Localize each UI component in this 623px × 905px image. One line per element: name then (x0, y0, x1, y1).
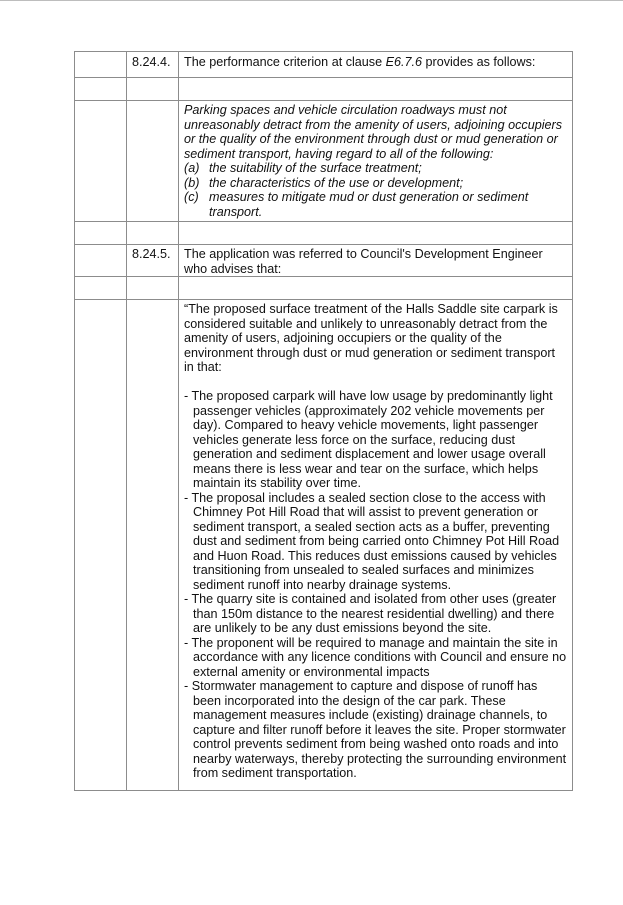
advice-intro: “The proposed surface treatment of the Halls Saddle site carpark is considered suitable and unlikely to unreasonably detract from the amenity of users, adjoining occupiers or the quality of the environment through dust or mud generation or sediment transport in that: (184, 302, 558, 374)
paragraph-number: 8.24.5. (127, 245, 179, 277)
criterion-item: (b) the characteristics of the use or development; (184, 175, 464, 190)
margin-cell (75, 52, 127, 78)
intro-suffix: provides as follows: (422, 55, 536, 69)
page-top-border (0, 0, 623, 1)
margin-cell (75, 101, 127, 222)
number-cell (127, 300, 179, 791)
advice-bullet: - The proposed carpark will have low usage by predominantly light passenger vehicles (approximately 202 vehicle movements per day). Compared to heavy vehicle movements, light passenger vehicles generate less force on the surface, reducing dust generation and sediment displacement and lower usage overall means there is less wear and tear on the surface, which helps maintain its stability over time. (184, 389, 553, 490)
paragraph-text (179, 52, 573, 78)
clause-reference: E6.7.6 (385, 55, 423, 69)
engineer-advice (179, 300, 573, 791)
margin-cell (75, 245, 127, 277)
table-row (75, 245, 573, 277)
table-row (75, 52, 573, 78)
criterion-item: (c) measures to mitigate mud or dust generation or sediment transport. (184, 190, 529, 219)
advice-bullet: - Stormwater management to capture and dispose of runoff has been incorporated into the design of the car park. These management measures include (existing) drainage channels, to capture and filter runoff before it leaves the site. Proper stormwater control prevents sediment from being washed onto roads and into nearby waterways, thereby protecting the surrounding environment from sediment transportation. (184, 679, 567, 780)
advice-bullet: - The quarry site is contained and isolated from other uses (greater than 150m distance to the nearest residential dwelling) and there are unlikely to be any dust emissions beyond the site. (184, 592, 557, 635)
table-row (75, 300, 573, 791)
criterion-quote (179, 101, 573, 222)
table-row-spacer (75, 78, 573, 101)
criterion-item: (a) the suitability of the surface treatment; (184, 161, 422, 175)
advice-bullet: - The proponent will be required to manage and maintain the site in accordance with any licence conditions with Council and ensure no external amenity or environmental impacts (184, 635, 567, 679)
report-table (74, 51, 573, 791)
table-row (75, 101, 573, 222)
number-cell (127, 101, 179, 222)
criterion-text: Parking spaces and vehicle circulation roadways must not unreasonably detract from the amenity of users, adjoining occupiers or the quality of the environment through dust or mud generation or sediment transport, having regard to all of the following: (184, 103, 563, 161)
table-row-spacer (75, 222, 573, 245)
intro-prefix: The performance criterion at clause (184, 55, 386, 69)
advice-bullet: - The proposal includes a sealed section close to the access with Chimney Pot Hill Road that will assist to prevent generation or sediment transport, a sealed section acts as a buffer, preventing dust and sediment from being carried onto Chimney Pot Hill Road and Huon Road. This reduces dust emissions caused by vehicles transitioning from unsealed to sealed surfaces and minimizes sediment runoff into nearby drainage systems. (184, 490, 560, 592)
paragraph-number: 8.24.4. (127, 52, 179, 78)
paragraph-text: The application was referred to Council's Development Engineer who advises that: (179, 245, 573, 277)
margin-cell (75, 300, 127, 791)
table-row-spacer (75, 277, 573, 300)
